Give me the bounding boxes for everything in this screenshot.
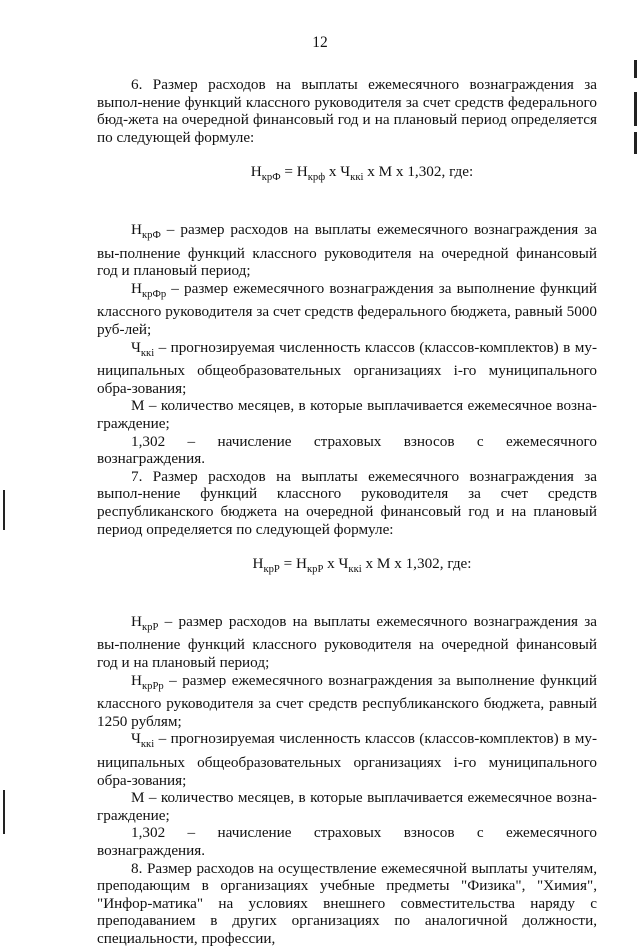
scan-edge-mark xyxy=(3,490,5,530)
definition-item: 1,302 – начисление страховых взносов с ежемесячного вознаграждения. xyxy=(97,432,597,468)
section-6-intro: 6. Размер расходов на выплаты ежемесячного вознаграждения за выпол-нение функций классного руководителя за счет средств федерального бюд-жета на очередной финансовый год и на плановый период определяется по следующей формуле: xyxy=(97,76,597,146)
scan-edge-mark xyxy=(634,92,637,126)
formula-federal: $Н_{крФ} = Н_{крф}$ х $Ч_{ккі}$ х М х 1,302, где: xyxy=(250,163,474,184)
definition-item: $Н_{крФ}$ – размер расходов на выплаты ежемесячного вознаграждения за вы-полнение функций классного руководителя на очередной финансовый год и плановый период; xyxy=(97,221,597,280)
document-body xyxy=(97,76,597,948)
scan-edge-mark xyxy=(634,132,637,154)
scan-edge-mark xyxy=(634,60,637,78)
definition-item: М – количество месяцев, в которые выплачивается ежемесячное возна-граждение; xyxy=(97,789,597,824)
page-number: 12 xyxy=(312,34,328,51)
formula-republican: $Н_{крР} = Н_{крР}$ х $Ч_{ккі}$ х М х 1,302, где: xyxy=(252,555,472,576)
definition-item: $Н_{крР}$ – размер расходов на выплаты ежемесячного вознаграждения за вы-полнение функций классного руководителя на очередной финансовый год и на плановый период; xyxy=(97,612,597,672)
definition-item: $Ч_{ккі}$ – прогнозируемая численность классов (классов-комплектов) в му-ниципальных общеобразовательных организациях і-го муниципального обра-зования; xyxy=(97,730,597,789)
scan-edge-mark xyxy=(3,790,5,834)
section-7-intro: 7. Размер расходов на выплаты ежемесячного вознаграждения за выпол-нение функций классного руководителя за счет средств республиканского бюджета на очередной финансовый год и на плановый период определяется по следующей формуле: xyxy=(97,467,597,538)
definition-item: $Н_{крРр}$ – размер ежемесячного вознаграждения за выполнение функций классного руководителя за счет средств республиканского бюджета, равный 1250 рублям; xyxy=(97,671,597,730)
definition-item: М – количество месяцев, в которые выплачивается ежемесячное возна-граждение; xyxy=(97,397,597,433)
definition-item: $Н_{крФр}$ – размер ежемесячного вознаграждения за выполнение функций классного руководителя за счет средств федерального бюджета, равный 5000 руб-лей; xyxy=(97,279,597,339)
definition-item: $Ч_{ккі}$ – прогнозируемая численность классов (классов-комплектов) в му-ниципальных общеобразовательных организациях і-го муниципального обра-зования; xyxy=(97,338,597,397)
section-8-intro: 8. Размер расходов на осуществление ежемесячной выплаты учителям, преподающим в организациях учебные предметы "Физика", "Химия", "Инфор-матика" на условиях внешнего совместительства наряду с преподаванием в других организациях по аналогичной должности, специальности, профессии, xyxy=(97,859,597,947)
definition-item: 1,302 – начисление страховых взносов с ежемесячного вознаграждения. xyxy=(97,824,597,860)
